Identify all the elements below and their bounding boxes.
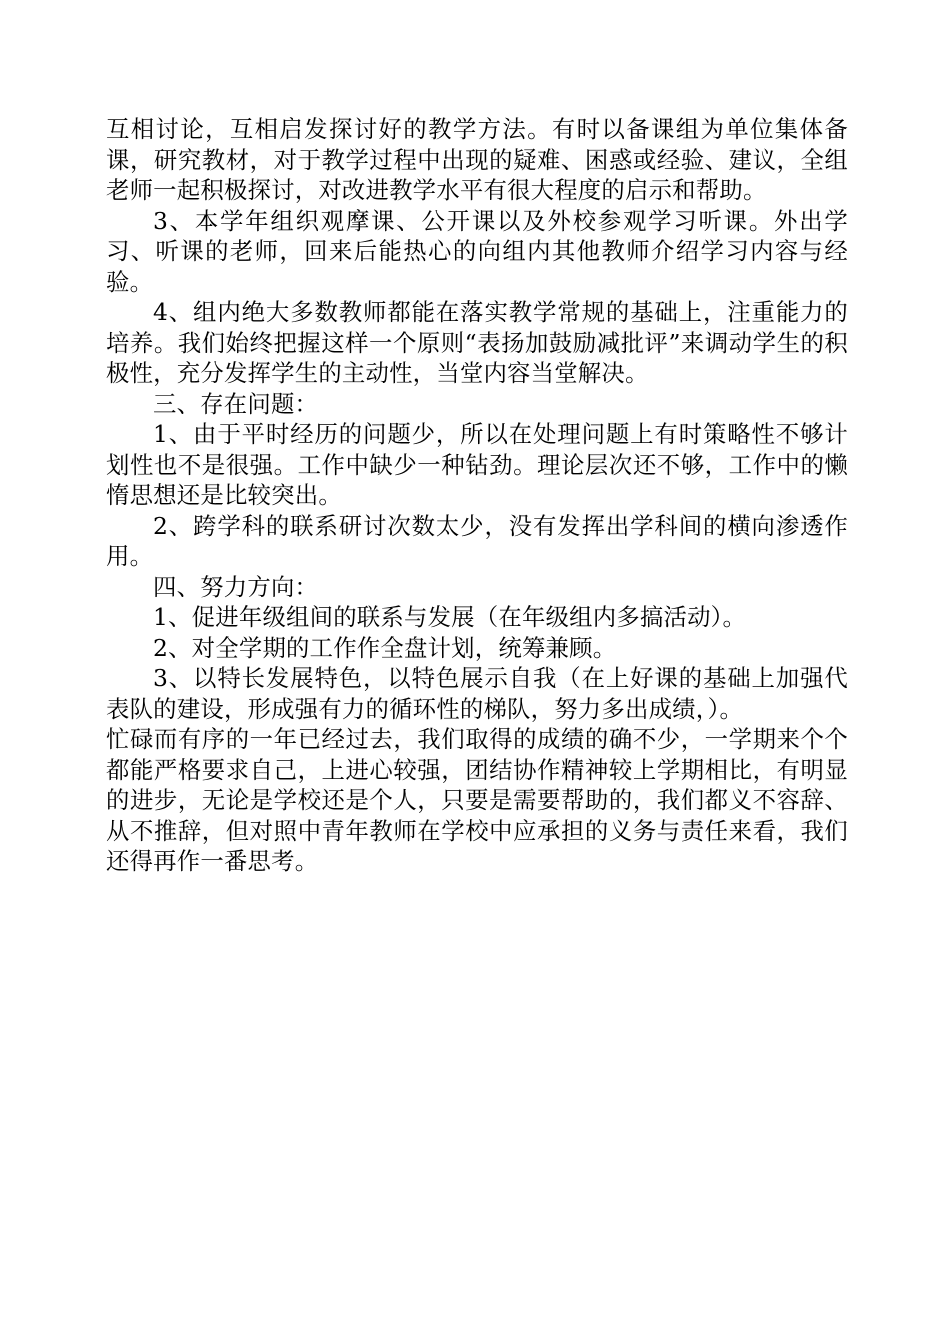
paragraph-direction-3: 3、以特长发展特色，以特色展示自我（在上好课的基础上加强代表队的建设，形成强有力的循环性的梯队，努力多出成绩，）。 (106, 664, 848, 723)
paragraph-direction-2: 2、对全学期的工作作全盘计划，统筹兼顾。 (153, 633, 617, 662)
section-heading-direction: 四、努力方向： (153, 572, 319, 601)
paragraph-continuation: 互相讨论，互相启发探讨好的教学方法。有时以备课组为单位集体备课，研究教材，对于教学过程中出现的疑难、困惑或经验、建议，全组老师一起积极探讨，对改进教学水平有很大程度的启示和帮助。 (106, 115, 848, 204)
document-page (106, 114, 848, 877)
paragraph-conclusion: 忙碌而有序的一年已经过去，我们取得的成绩的确不少，一学期来个个都能严格要求自己，上进心较强，团结协作精神较上学期相比，有明显的进步，无论是学校还是个人，只要是需要帮助的，我们都义不容辞、从不推辞，但对照中青年教师在学校中应承担的义务与责任来看，我们还得再作一番思考。 (106, 725, 848, 875)
paragraph-item-4: 4、组内绝大多数教师都能在落实教学常规的基础上，注重能力的培养。我们始终把握这样一个原则“表扬加鼓励减批评”来调动学生的积极性，充分发挥学生的主动性，当堂内容当堂解决。 (106, 298, 848, 387)
paragraph-problem-2: 2、跨学科的联系研讨次数太少，没有发挥出学科间的横向渗透作用。 (106, 511, 848, 570)
section-heading-problems: 三、存在问题： (153, 389, 319, 418)
paragraph-item-3: 3、本学年组织观摩课、公开课以及外校参观学习听课。外出学习、听课的老师，回来后能热心的向组内其他教师介绍学习内容与经验。 (106, 206, 848, 296)
paragraph-direction-1: 1、促进年级组间的联系与发展（在年级组内多搞活动）。 (153, 603, 747, 631)
paragraph-problem-1: 1、由于平时经历的问题少，所以在处理问题上有时策略性不够计划性也不是很强。工作中缺少一种钻劲。理论层次还不够，工作中的懒惰思想还是比较突出。 (106, 420, 848, 509)
